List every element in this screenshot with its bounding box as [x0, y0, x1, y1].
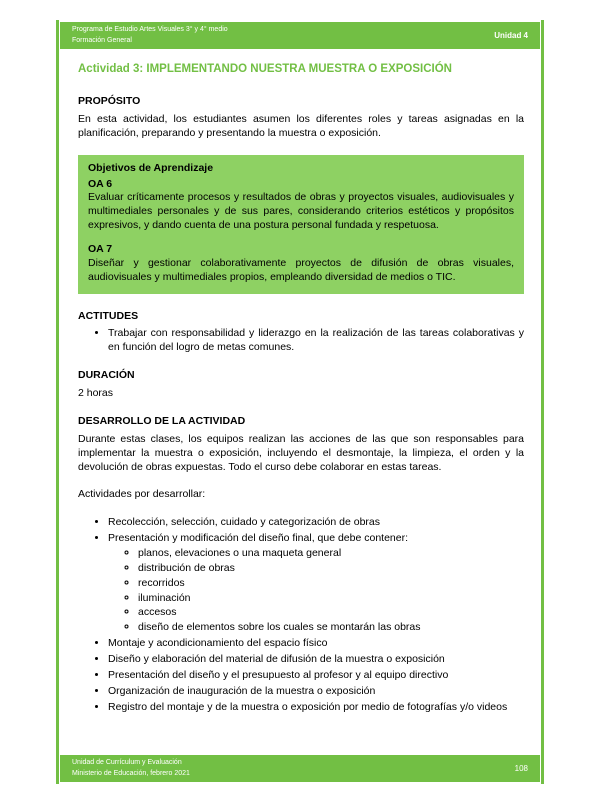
list-item: • Trabajar con responsabilidad y liderazgo en la realización de las tareas colaborativas y en función del logro de metas comunes. — [108, 327, 524, 355]
design-sublist — [138, 547, 524, 635]
sub-list-item: ◦ distribución de obras — [138, 562, 524, 576]
learning-objectives-box — [78, 155, 524, 294]
page-header-bar — [60, 22, 540, 49]
page-content — [78, 62, 524, 728]
objetivos-heading: Objetivos de Aprendizaje — [88, 161, 214, 174]
list-item: • Recolección, selección, cuidado y categorización de obras — [108, 516, 524, 530]
sub-list-item: ◦ iluminación — [138, 592, 524, 606]
list-item — [108, 532, 524, 635]
page-number: 108 — [514, 764, 528, 773]
left-border-rule — [56, 20, 59, 784]
sub-list-item: ◦ planos, elevaciones o una maqueta general — [138, 547, 524, 561]
header-line1: Programa de Estudio Artes Visuales 3° y 4° medio — [72, 26, 228, 33]
proposito-body: En esta actividad, los estudiantes asumen los diferentes roles y tareas asignadas en la planificación, preparando y presentando la muestra o exposición. — [78, 113, 524, 139]
sub-list-item: ◦ accesos — [138, 606, 524, 620]
list-item-text: Presentación y modificación del diseño final, que debe contener: — [108, 532, 409, 545]
list-item: • Registro del montaje y de la muestra o exposición por medio de fotografías y/o videos — [108, 701, 524, 715]
page-footer-bar — [60, 755, 540, 782]
footer-line1: Unidad de Currículum y Evaluación — [72, 759, 182, 766]
duracion-heading: DURACIÓN — [78, 369, 135, 382]
header-program-info — [72, 25, 228, 46]
activity-title: Actividad 3: IMPLEMENTANDO NUESTRA MUESTRA O EXPOSICIÓN — [78, 63, 452, 75]
sub-list-item: ◦ recorridos — [138, 577, 524, 591]
footer-line2: Ministerio de Educación, febrero 2021 — [72, 769, 190, 777]
right-border-rule — [541, 20, 544, 784]
list-item: • Presentación del diseño y el presupuesto al profesor y al equipo directivo — [108, 669, 524, 683]
list-item: • Montaje y acondicionamiento del espacio físico — [108, 637, 524, 651]
activities-list — [108, 516, 524, 714]
proposito-heading: PROPÓSITO — [78, 95, 141, 108]
sub-list-item: ◦ diseño de elementos sobre los cuales se montarán las obras — [138, 621, 524, 635]
actitudes-list — [108, 327, 524, 355]
desarrollo-heading: DESARROLLO DE LA ACTIVIDAD — [78, 414, 246, 427]
desarrollo-list-intro: Actividades por desarrollar: — [78, 488, 206, 501]
header-unit-label: Unidad 4 — [494, 31, 528, 40]
actitudes-heading: ACTITUDES — [78, 309, 139, 322]
header-line2: Formación General — [72, 36, 132, 44]
oa7-text: Diseñar y gestionar colaborativamente proyectos de difusión de obras visuales, audiovisuales y multimediales propios, empleando diversidad de medios o TIC. — [88, 256, 514, 283]
list-item: • Diseño y elaboración del material de difusión de la muestra o exposición — [108, 653, 524, 667]
oa6-label: OA 6 — [88, 177, 113, 190]
desarrollo-intro: Durante estas clases, los equipos realizan las acciones de las que son responsables para implementar la muestra o exposición, incluyendo el desmontaje, la limpieza, el orden y la devolución de obras expuestas. Todo el curso debe colaborar en estas tareas. — [78, 432, 524, 473]
oa6-text: Evaluar críticamente procesos y resultados de obras y proyectos visuales, audiovisuales y multimediales personales y de sus pares, considerando criterios estéticos y propósitos expresivos, y dando cuenta de una postura personal fundada y respetuosa. — [88, 191, 514, 232]
list-item: • Organización de inauguración de la muestra o exposición — [108, 685, 524, 699]
oa7-label: OA 7 — [88, 243, 113, 256]
footer-institution-info — [72, 758, 190, 779]
duracion-body: 2 horas — [78, 387, 114, 400]
